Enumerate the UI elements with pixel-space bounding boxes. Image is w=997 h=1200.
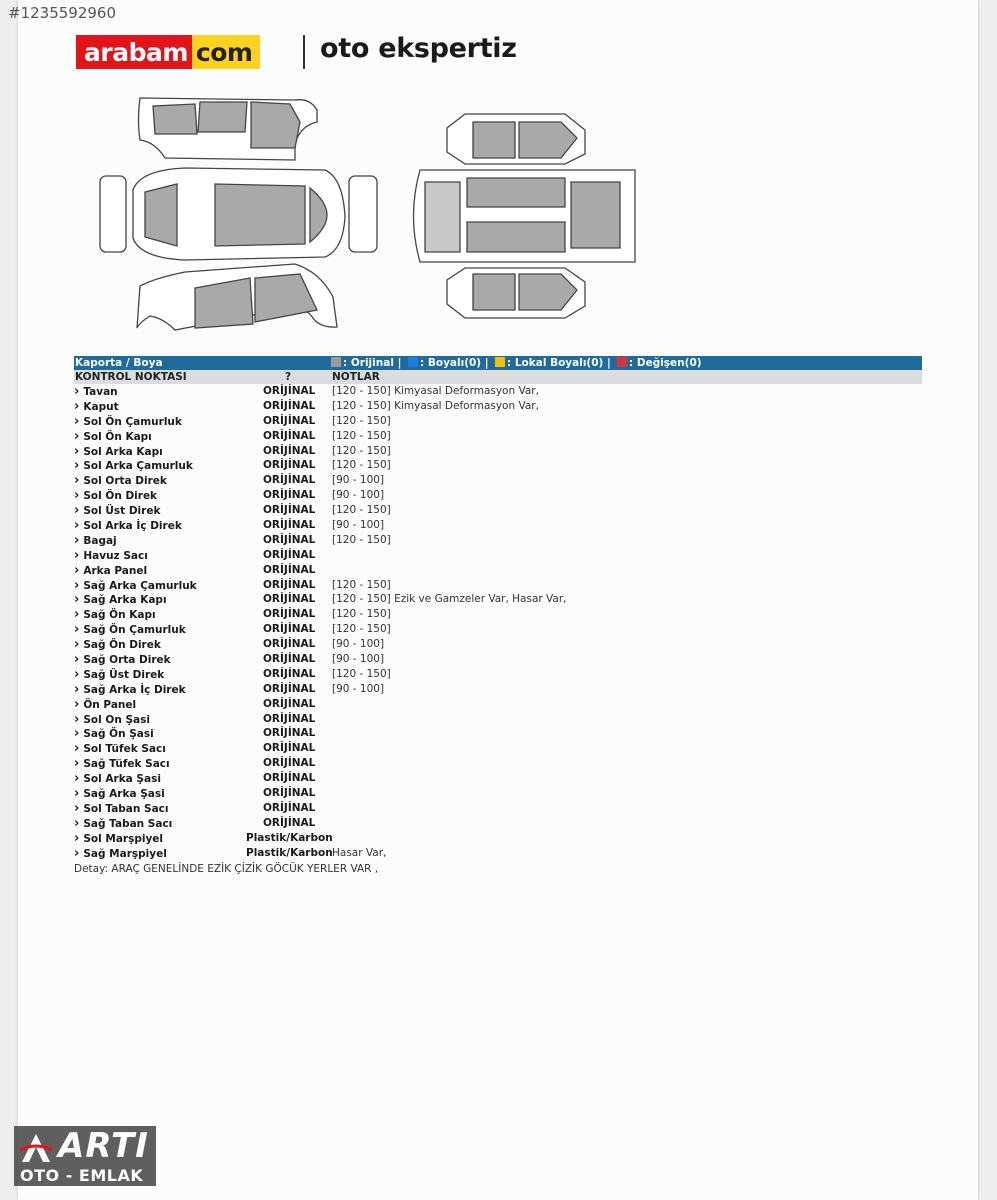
row-status: ORİJİNAL [263,712,316,725]
row-point-name: › Sağ Arka Şasi [74,786,165,802]
table-row [74,414,922,429]
row-note: [120 - 150] [332,533,391,546]
row-note: [120 - 150] [332,608,391,621]
row-point-name: › Arka Panel [74,563,147,579]
row-point-name: › Tavan [74,384,118,400]
row-point-name: › Sağ Arka Çamurluk [74,578,197,594]
table-row [74,607,922,622]
logo-part-com: com [192,35,261,69]
row-point-name: › Havuz Sacı [74,548,148,564]
table-row [74,786,922,801]
document-id: #1235592960 [8,4,117,22]
row-status: ORİJİNAL [263,578,316,591]
legend-local-painted: : Lokal Boyalı(0) | [495,356,611,370]
row-status: ORİJİNAL [263,667,316,680]
row-status: ORİJİNAL [263,414,316,427]
table-row [74,578,922,593]
row-point-name: › Sol Üst Direk [74,503,160,519]
table-row [74,592,922,607]
column-header [74,370,922,384]
row-status: ORİJİNAL [263,742,316,755]
arti-watermark [14,1126,156,1186]
table-row [74,503,922,518]
table-row [74,622,922,637]
inspection-table [74,356,922,876]
row-note: [120 - 150] [332,623,391,636]
table-row [74,667,922,682]
row-point-name: › Sol Arka Şasi [74,771,161,787]
table-row [74,458,922,473]
row-note: [90 - 100] [332,519,385,532]
table-row [74,831,922,846]
row-note: [120 - 150] [332,414,391,427]
row-note: [120 - 150] [332,578,391,591]
table-row [74,697,922,712]
logo-divider [303,35,305,69]
row-point-name: › Sol Arka Çamurluk [74,458,193,474]
row-note: [120 - 150] Kimyasal Deformasyon Var, [332,385,539,397]
row-status: ORİJİNAL [263,548,316,561]
row-point-name: › Sol Taban Sacı [74,801,169,817]
row-status: ORİJİNAL [263,638,316,651]
row-status: ORİJİNAL [263,385,316,397]
row-point-name: › Sağ Arka Kapı [74,592,167,608]
row-point-name: › Sol Marşpiyel [74,831,163,847]
row-status: ORİJİNAL [263,459,316,472]
row-status: ORİJİNAL [263,489,316,502]
table-row [74,801,922,816]
col-point: KONTROL NOKTASI [75,371,187,383]
row-point-name: › Sol Ön Kapı [74,429,152,445]
table-row [74,652,922,667]
table-row [74,726,922,741]
row-status: ORİJİNAL [263,697,316,710]
row-point-name: › Sağ Tüfek Sacı [74,756,170,772]
table-row [74,816,922,831]
table-row [74,488,922,503]
row-note: [90 - 100] [332,474,385,487]
row-note: [90 - 100] [332,638,385,651]
row-point-name: › Sol Ön Direk [74,488,157,504]
row-status: ORİJİNAL [263,772,316,785]
row-status: ORİJİNAL [263,519,316,532]
table-body [74,384,922,861]
row-status: ORİJİNAL [263,727,316,740]
row-point-name: › Sağ Marşpiyel [74,846,167,862]
table-row [74,473,922,488]
table-row [74,518,922,533]
row-status: Plastik/Karbon [246,831,333,844]
arti-logo-icon [18,1130,54,1164]
row-status: ORİJİNAL [263,801,316,814]
row-point-name: › Sol Orta Direk [74,473,167,489]
legend-painted: : Boyalı(0) | [408,356,489,370]
logo-part-arabam: arabam [76,35,192,69]
row-note: [120 - 150] [332,444,391,457]
row-point-name: › Sol Arka Kapı [74,444,163,460]
row-status: ORİJİNAL [263,474,316,487]
row-status: Plastik/Karbon [246,846,333,859]
row-point-name: › Sağ Ön Direk [74,637,161,653]
row-point-name: › Sağ Arka İç Direk [74,682,186,698]
row-status: ORİJİNAL [263,682,316,695]
service-title: oto ekspertiz [320,33,517,64]
row-note: [120 - 150] [332,459,391,472]
legend-changed: : Değişen(0) [617,356,702,370]
table-row [74,846,922,861]
row-point-name: › Sağ Orta Direk [74,652,171,668]
row-status: ORİJİNAL [263,429,316,442]
table-row [74,637,922,652]
row-status: ORİJİNAL [263,399,316,412]
legend-swatch-blue [408,357,418,367]
row-point-name: › Sol On Şasi [74,712,150,728]
table-row [74,444,922,459]
table-row [74,741,922,756]
row-note: [120 - 150] Kimyasal Deformasyon Var, [332,399,539,412]
section-title: Kaporta / Boya [75,357,163,369]
table-row [74,384,922,399]
legend-swatch-gray [331,357,341,367]
watermark-subtitle: OTO - EMLAK [20,1166,144,1185]
legend-swatch-red [617,357,627,367]
row-point-name: › Sol Ön Çamurluk [74,414,182,430]
row-point-name: › Kaput [74,399,119,415]
table-row [74,563,922,578]
row-status: ORİJİNAL [263,563,316,576]
row-status: ORİJİNAL [263,504,316,517]
detail-note: Detay: ARAÇ GENELİNDE EZİK ÇİZİK GÖCÜK YERLER VAR , [74,862,379,875]
row-point-name: › Sol Tüfek Sacı [74,741,166,757]
car-body-diagram [95,92,640,337]
table-row [74,682,922,697]
row-status: ORİJİNAL [263,533,316,546]
row-status: ORİJİNAL [263,608,316,621]
row-point-name: › Sağ Ön Kapı [74,607,156,623]
row-status: ORİJİNAL [263,816,316,829]
row-status: ORİJİNAL [263,757,316,770]
col-status: ? [285,371,292,383]
row-note: [120 - 150] [332,429,391,442]
arabam-logo [76,35,260,69]
section-header [74,356,922,370]
col-notes: NOTLAR [332,371,380,383]
row-note: [90 - 100] [332,489,385,502]
row-note: [120 - 150] Ezik ve Gamzeler Var, Hasar Var, [332,593,567,606]
table-row [74,429,922,444]
table-row [74,771,922,786]
table-row [74,548,922,563]
row-note: [90 - 100] [332,653,385,666]
legend-original: : Orijinal | [331,356,401,370]
legend-swatch-yellow [495,357,505,367]
row-status: ORİJİNAL [263,444,316,457]
row-note: [120 - 150] [332,504,391,517]
row-point-name: › Sağ Ön Çamurluk [74,622,186,638]
row-note: [120 - 150] [332,667,391,680]
row-status: ORİJİNAL [263,623,316,636]
row-point-name: › Sol Arka İç Direk [74,518,182,534]
row-note: Hasar Var, [332,846,387,859]
table-row [74,712,922,727]
row-status: ORİJİNAL [263,593,316,606]
table-row [74,533,922,548]
row-note: [90 - 100] [332,682,385,695]
row-status: ORİJİNAL [263,653,316,666]
row-point-name: › Sağ Taban Sacı [74,816,172,832]
row-point-name: › Ön Panel [74,697,136,713]
row-point-name: › Sağ Üst Direk [74,667,164,683]
table-row [74,399,922,414]
row-point-name: › Bagaj [74,533,117,549]
row-status: ORİJİNAL [263,787,316,800]
watermark-title: ARTI [58,1126,149,1166]
table-row [74,756,922,771]
row-point-name: › Sağ Ön Şasi [74,726,154,742]
